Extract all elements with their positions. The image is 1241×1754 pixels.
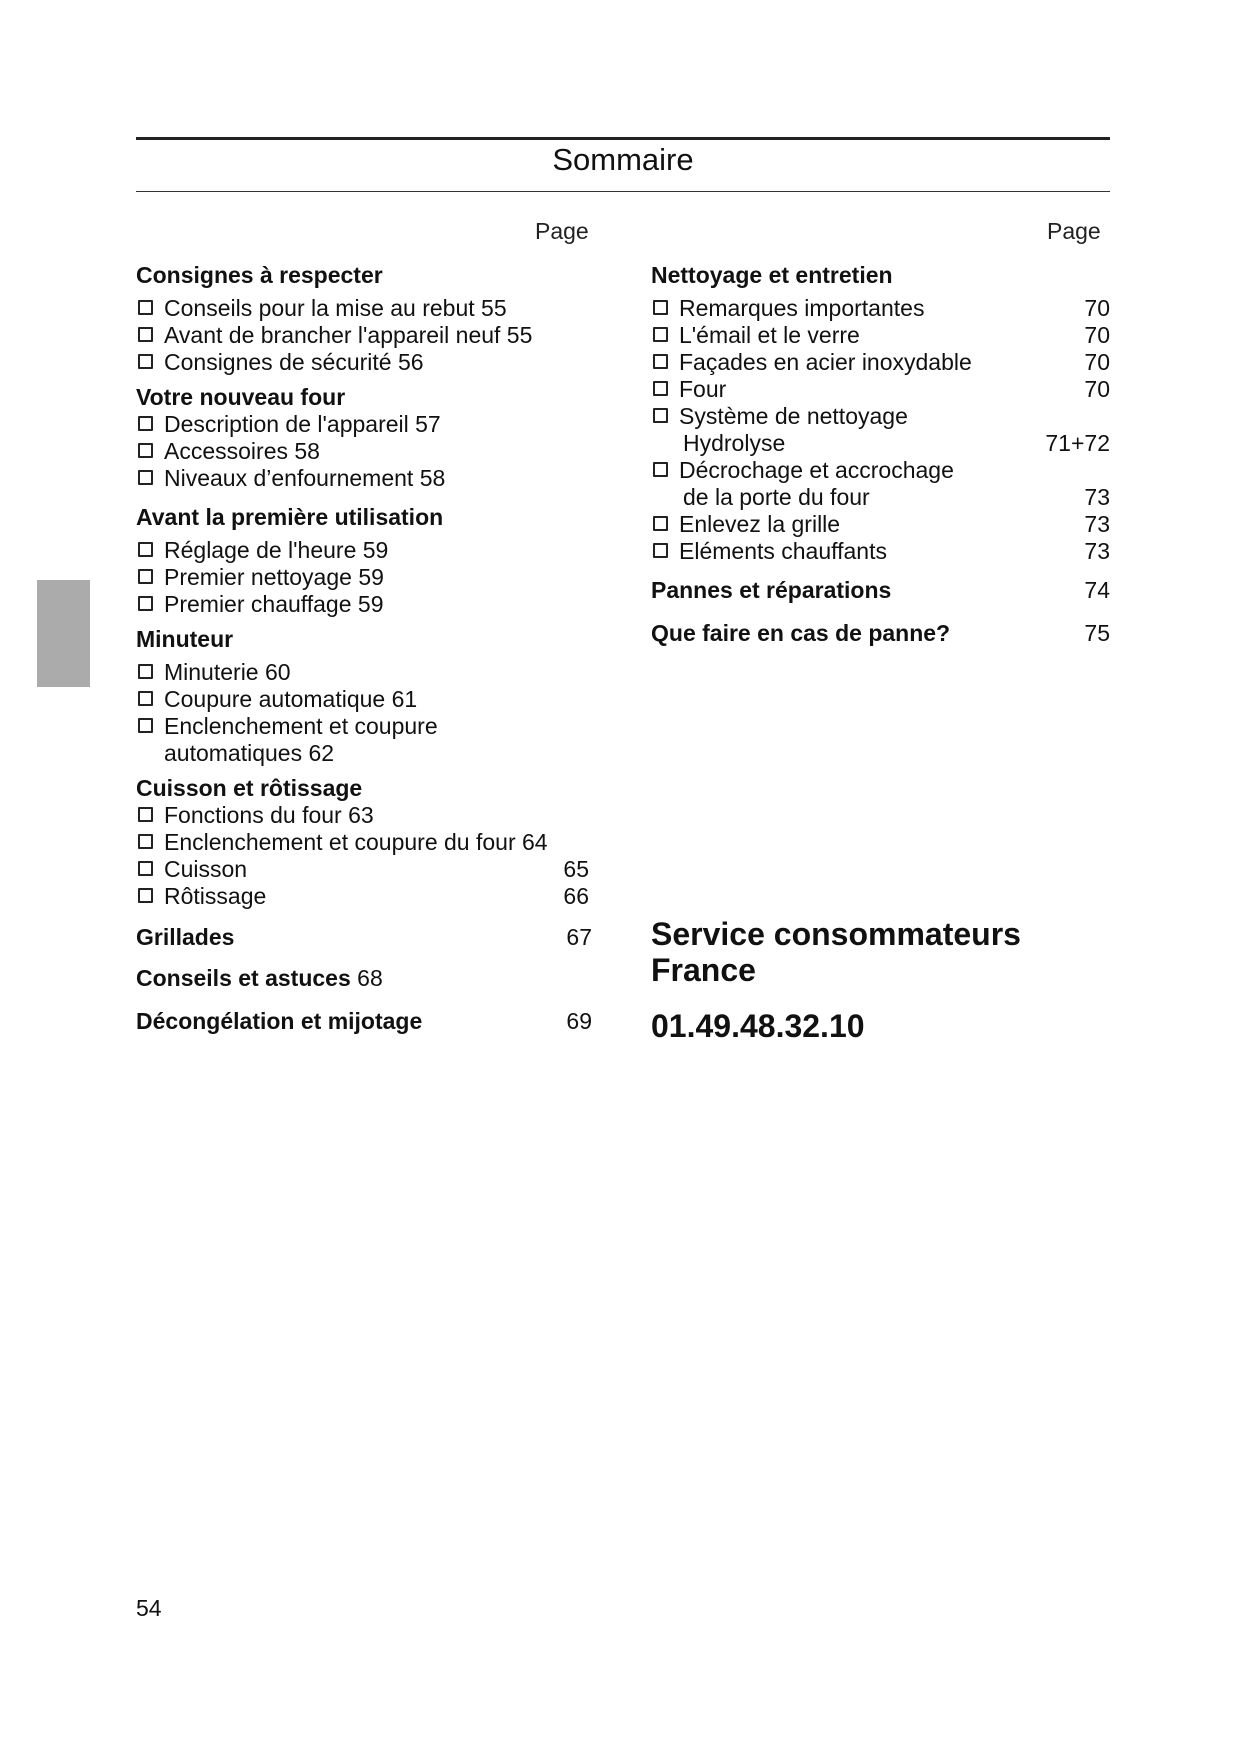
checkbox-bullet-icon (653, 516, 668, 531)
toc-entry[interactable]: Système de nettoyage (651, 403, 1110, 430)
toc-entry-continuation[interactable]: de la porte du four 73 (683, 484, 1110, 510)
checkbox-bullet-icon (138, 807, 153, 822)
page-number: 75 (1084, 620, 1110, 646)
checkbox-bullet-icon (138, 354, 153, 369)
page-number: 73 (1084, 484, 1110, 510)
toc-entry[interactable]: Réglage de l'heure 59 (136, 537, 592, 564)
toc-entry[interactable]: Premier chauffage 59 (136, 591, 592, 618)
page-number: 68 (357, 965, 383, 991)
checkbox-bullet-icon (138, 861, 153, 876)
checkbox-bullet-icon (138, 718, 153, 733)
checkbox-bullet-icon (138, 664, 153, 679)
page-number: 71+72 (1045, 430, 1110, 456)
service-title: Service consommateurs (651, 916, 1021, 952)
toc-entry[interactable]: Premier nettoyage 59 (136, 564, 592, 591)
checkbox-bullet-icon (138, 691, 153, 706)
toc-entry[interactable]: Eléments chauffants 73 (651, 538, 1110, 565)
page-number: 73 (1084, 511, 1110, 537)
checkbox-bullet-icon (138, 834, 153, 849)
service-country: France (651, 952, 756, 988)
toc-right-column (651, 262, 1110, 647)
page-title: Sommaire (552, 142, 694, 177)
toc-entry[interactable]: Avant de brancher l'appareil neuf 55 (136, 322, 592, 349)
checkbox-bullet-icon (138, 443, 153, 458)
checkbox-bullet-icon (653, 381, 668, 396)
right-page-column-label: Page (1047, 218, 1101, 244)
page-number: 69 (566, 1008, 592, 1034)
toc-entry[interactable]: Cuisson 65 (136, 856, 592, 883)
checkbox-bullet-icon (138, 327, 153, 342)
toc-entry[interactable]: L'émail et le verre 70 (651, 322, 1110, 349)
checkbox-bullet-icon (138, 569, 153, 584)
toc-entry[interactable]: Coupure automatique 61 (136, 686, 592, 713)
toc-entry[interactable]: Accessoires 58 (136, 438, 592, 465)
checkbox-bullet-icon (138, 300, 153, 315)
toc-heading[interactable]: Décongélation et mijotage 69 (136, 1008, 592, 1034)
page-number: 67 (566, 924, 592, 950)
page-number: 70 (1084, 349, 1110, 375)
checkbox-bullet-icon (138, 888, 153, 903)
toc-heading[interactable]: Pannes et réparations 74 (651, 577, 1110, 603)
toc-heading[interactable]: Conseils et astuces 68 (136, 965, 383, 991)
toc-entry[interactable]: Enclenchement et coupure (136, 713, 592, 740)
toc-entry-continuation[interactable]: automatiques 62 (164, 740, 335, 766)
service-consommateurs-block (651, 916, 1021, 988)
toc-entry[interactable]: Four 70 (651, 376, 1110, 403)
checkbox-bullet-icon (138, 542, 153, 557)
toc-entry[interactable]: Enlevez la grille 73 (651, 511, 1110, 538)
page-number: 70 (1084, 376, 1110, 402)
checkbox-bullet-icon (653, 543, 668, 558)
toc-heading[interactable]: Consignes à respecter (136, 262, 383, 288)
top-rule (136, 137, 1110, 140)
toc-left-column (136, 262, 592, 1035)
checkbox-bullet-icon (138, 416, 153, 431)
left-page-column-label: Page (535, 218, 589, 244)
page-number: 66 (563, 883, 589, 909)
toc-entry[interactable]: Niveaux d’enfournement 58 (136, 465, 592, 492)
page-number: 70 (1084, 295, 1110, 321)
page-number: 70 (1084, 322, 1110, 348)
toc-heading[interactable]: Nettoyage et entretien (651, 262, 893, 288)
toc-heading[interactable]: Minuteur (136, 626, 234, 652)
checkbox-bullet-icon (653, 408, 668, 423)
checkbox-bullet-icon (138, 470, 153, 485)
toc-heading[interactable]: Cuisson et rôtissage (136, 775, 363, 801)
checkbox-bullet-icon (653, 354, 668, 369)
toc-entry[interactable]: Remarques importantes 70 (651, 295, 1110, 322)
checkbox-bullet-icon (653, 462, 668, 477)
page-number-footer: 54 (136, 1595, 162, 1621)
toc-entry[interactable]: Minuterie 60 (136, 659, 592, 686)
service-phone-number[interactable]: 01.49.48.32.10 (651, 1008, 865, 1044)
checkbox-bullet-icon (138, 596, 153, 611)
toc-entry[interactable]: Fonctions du four 63 (136, 802, 592, 829)
toc-entry[interactable]: Consignes de sécurité 56 (136, 349, 592, 376)
toc-entry[interactable]: Conseils pour la mise au rebut 55 (136, 295, 592, 322)
toc-heading[interactable]: Votre nouveau four (136, 384, 346, 410)
page-number: 73 (1084, 538, 1110, 564)
toc-entry-continuation[interactable]: Hydrolyse 71+72 (683, 430, 1110, 456)
title-underline (136, 191, 1110, 192)
toc-entry[interactable]: Rôtissage 66 (136, 883, 592, 910)
toc-heading[interactable]: Avant la première utilisation (136, 504, 444, 530)
toc-heading[interactable]: Grillades 67 (136, 924, 592, 950)
checkbox-bullet-icon (653, 327, 668, 342)
toc-entry[interactable]: Façades en acier inoxydable 70 (651, 349, 1110, 376)
toc-entry[interactable]: Enclenchement et coupure du four 64 (136, 829, 592, 856)
section-tab-marker (37, 580, 90, 687)
checkbox-bullet-icon (653, 300, 668, 315)
page-number: 65 (563, 856, 589, 882)
toc-entry[interactable]: Décrochage et accrochage (651, 457, 1110, 484)
toc-heading[interactable]: Que faire en cas de panne? 75 (651, 620, 1110, 646)
page-number: 74 (1084, 577, 1110, 603)
toc-entry[interactable]: Description de l'appareil 57 (136, 411, 592, 438)
